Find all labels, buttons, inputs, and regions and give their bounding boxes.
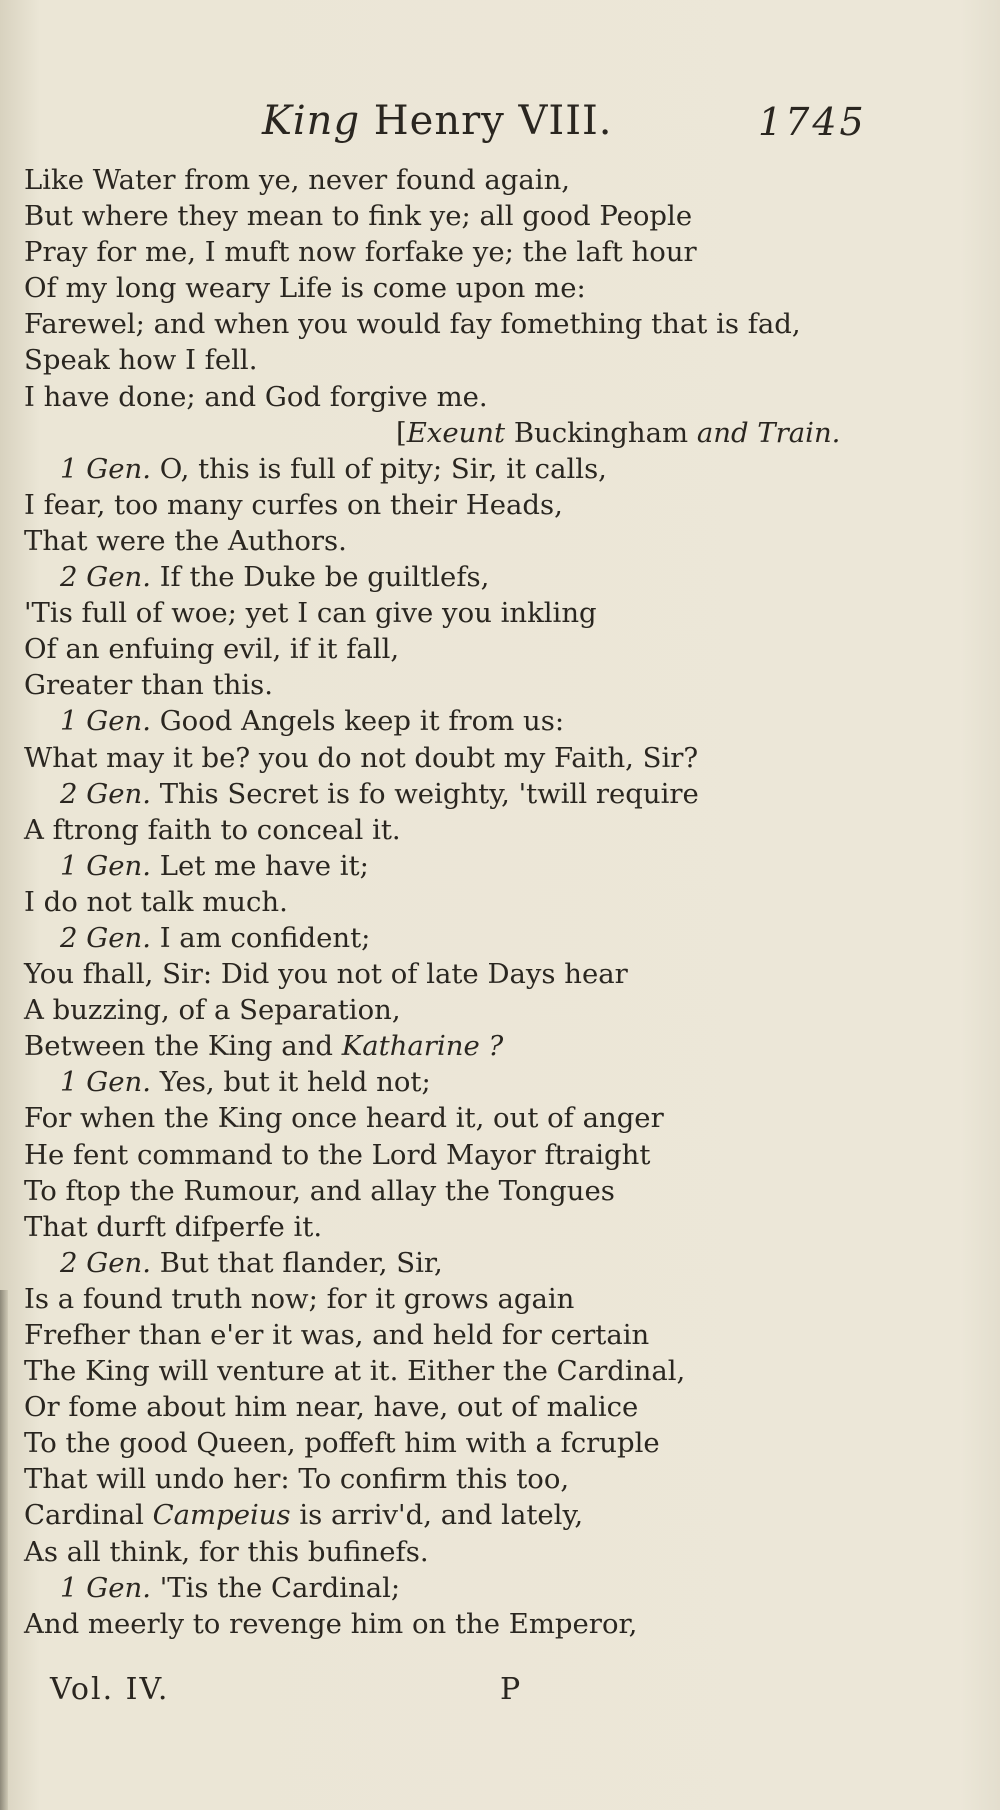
speech-line xyxy=(24,451,974,487)
speech-line xyxy=(24,1570,974,1606)
volume-signature: Vol. IV. xyxy=(50,1672,170,1707)
line-text: Cardinal xyxy=(24,1499,153,1532)
line-text: Good Angels keep it from us: xyxy=(159,705,565,738)
running-title-rest: Henry VIII. xyxy=(360,98,613,144)
verse-line xyxy=(24,1497,974,1533)
line-text: That durft difperfe it. xyxy=(24,1210,323,1243)
verse-line xyxy=(24,595,974,631)
speaker-label: 2 Gen. xyxy=(60,921,151,954)
line-text: For when the King once heard it, out of anger xyxy=(24,1102,664,1135)
line-text: But where they mean to fink ye; all good People xyxy=(24,200,693,233)
line-text: What may it be? you do not doubt my Faith, Sir? xyxy=(24,741,699,774)
speech-line xyxy=(24,920,974,956)
speaker-label: 2 Gen. xyxy=(60,1246,151,1279)
line-text: Speak how I fell. xyxy=(24,344,258,377)
verse-line xyxy=(24,812,974,848)
page-footer xyxy=(0,1672,1000,1712)
speech-line xyxy=(24,1064,974,1100)
line-text: He fent command to the Lord Mayor ftraight xyxy=(24,1138,651,1171)
line-text: I have done; and God forgive me. xyxy=(24,380,488,413)
verse-line xyxy=(24,270,974,306)
line-text: To the good Queen, poffeft him with a fcruple xyxy=(24,1427,660,1460)
verse-line xyxy=(24,1353,974,1389)
verse-line xyxy=(24,1317,974,1353)
line-text: I fear, too many curfes on their Heads, xyxy=(24,488,563,521)
line-text: Farewel; and when you would fay fomething that is fad, xyxy=(24,308,801,341)
line-text: O, this is full of pity; Sir, it calls, xyxy=(159,452,607,485)
line-italic: Katharine ? xyxy=(341,1030,504,1063)
speech-line xyxy=(24,776,974,812)
line-text: Of my long weary Life is come upon me: xyxy=(24,272,586,305)
verse-line xyxy=(24,306,974,342)
line-text: But that flander, Sir, xyxy=(159,1246,443,1279)
verse-line xyxy=(24,992,974,1028)
sheet-mark: P xyxy=(500,1672,521,1707)
line-text: Pray for me, I muft now forfake ye; the laft hour xyxy=(24,236,697,269)
verse-line xyxy=(24,1425,974,1461)
line-text: Frefher than e'er it was, and held for certain xyxy=(24,1319,650,1351)
line-text: If the Duke be guiltlefs, xyxy=(159,561,490,594)
line-text: That will undo her: To confirm this too, xyxy=(24,1463,570,1496)
play-text xyxy=(24,162,974,1642)
verse-line xyxy=(24,162,974,198)
verse-line xyxy=(24,342,974,378)
speech-line xyxy=(24,1245,974,1281)
stage-exeunt: Exeunt xyxy=(406,416,506,449)
stage-direction xyxy=(24,415,974,451)
page-number: 1745 xyxy=(758,100,867,144)
line-text: To ftop the Rumour, and allay the Tongues xyxy=(24,1174,615,1207)
speaker-label: 1 Gen. xyxy=(60,849,151,882)
speaker-label: 1 Gen. xyxy=(60,1066,151,1099)
page-header xyxy=(0,98,1000,148)
verse-line xyxy=(24,1100,974,1136)
line-text: The King will venture at it. Either the Cardinal, xyxy=(24,1355,686,1388)
line-text: 'Tis full of woe; yet I can give you inkling xyxy=(24,597,597,630)
binding-shadow xyxy=(0,1290,8,1810)
speaker-label: 2 Gen. xyxy=(60,777,151,810)
verse-line xyxy=(24,884,974,920)
verse-line xyxy=(24,1209,974,1245)
stage-train: and Train. xyxy=(696,416,841,449)
speaker-label: 2 Gen. xyxy=(60,561,151,594)
line-text: Or fome about him near, have, out of malice xyxy=(24,1391,639,1424)
verse-line xyxy=(24,379,974,415)
line-text: A ftrong faith to conceal it. xyxy=(24,813,401,846)
verse-line xyxy=(24,1028,974,1064)
line-text: A buzzing, of a Separation, xyxy=(24,994,401,1027)
line-text: Let me have it; xyxy=(159,849,369,882)
line-italic: Campeius xyxy=(152,1499,291,1532)
running-title-italic: King xyxy=(262,98,361,144)
verse-line xyxy=(24,1137,974,1173)
verse-line xyxy=(24,1173,974,1209)
line-text: As all think, for this bufinefs. xyxy=(24,1535,429,1568)
line-text: You fhall, Sir: Did you not of late Days hear xyxy=(24,958,628,991)
verse-line xyxy=(24,1606,974,1642)
line-text: This Secret is fo weighty, 'twill require xyxy=(159,777,699,810)
line-text: Yes, but it held not; xyxy=(159,1066,431,1099)
verse-line xyxy=(24,631,974,667)
line-text: Greater than this. xyxy=(24,669,274,702)
speaker-label: 1 Gen. xyxy=(60,452,151,485)
verse-line xyxy=(24,198,974,234)
line-text: Is a found truth now; for it grows again xyxy=(24,1282,575,1315)
speech-line xyxy=(24,559,974,595)
verse-line xyxy=(24,234,974,270)
verse-line xyxy=(24,523,974,559)
verse-line xyxy=(24,1281,974,1317)
verse-line xyxy=(24,667,974,703)
stage-bracket: [ xyxy=(396,416,407,449)
speech-line xyxy=(24,848,974,884)
line-text: Like Water from ye, never found again, xyxy=(24,164,571,196)
line-text: And meerly to revenge him on the Emperor, xyxy=(24,1607,638,1640)
line-text: Of an enfuing evil, if it fall, xyxy=(24,633,400,666)
speech-line xyxy=(24,703,974,739)
line-text: Between the King and xyxy=(24,1030,342,1063)
verse-line xyxy=(24,740,974,776)
speaker-label: 1 Gen. xyxy=(60,1571,151,1604)
line-text: That were the Authors. xyxy=(24,524,347,557)
verse-line xyxy=(24,1389,974,1425)
verse-line xyxy=(24,1534,974,1570)
verse-line xyxy=(24,487,974,523)
running-title xyxy=(262,98,613,144)
verse-line xyxy=(24,1461,974,1497)
line-text: 'Tis the Cardinal; xyxy=(159,1571,401,1604)
line-text: I am confident; xyxy=(159,921,371,954)
line-text-after: is arriv'd, and lately, xyxy=(290,1499,584,1532)
speaker-label: 1 Gen. xyxy=(60,705,151,738)
stage-character: Buckingham xyxy=(505,416,697,449)
line-text: I do not talk much. xyxy=(24,885,288,918)
verse-line xyxy=(24,956,974,992)
